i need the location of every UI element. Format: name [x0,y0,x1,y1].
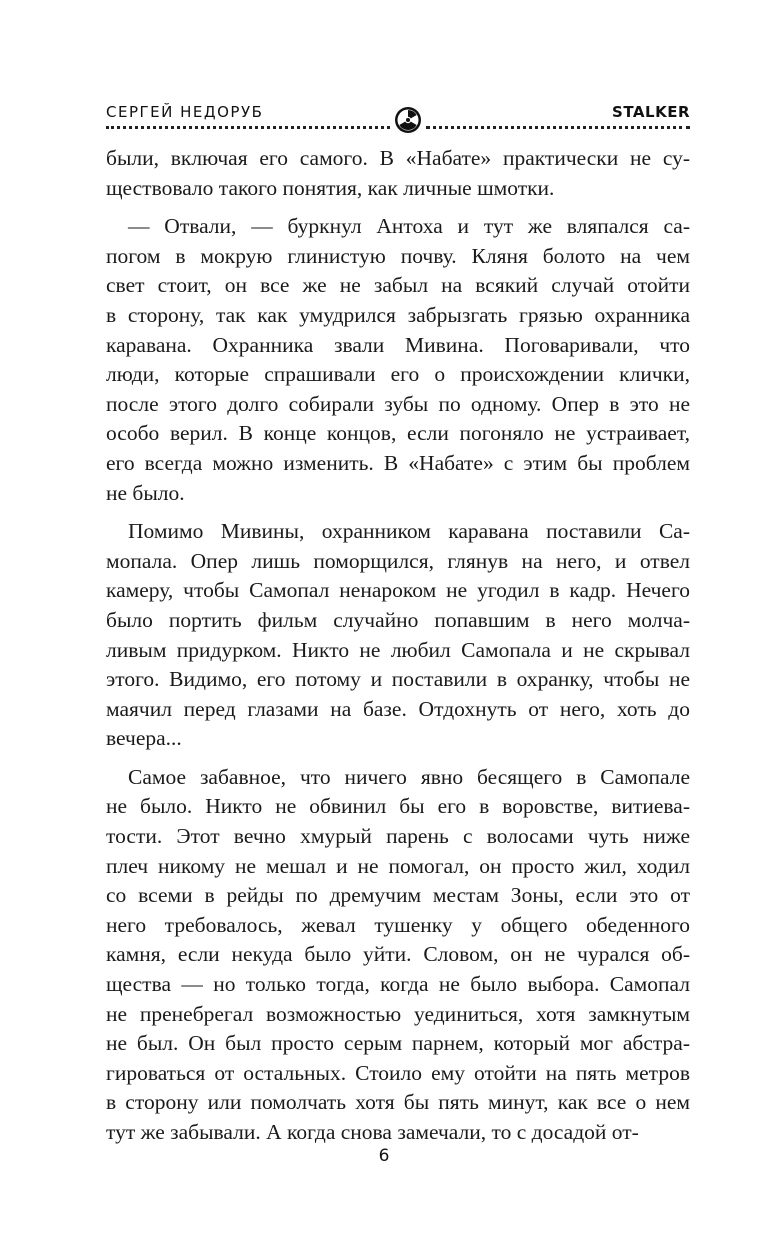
text-line: маячил перед глазами на базе. Отдохнуть от него, хоть до [106,696,690,721]
text-line: были, включая его самого. В «Набате» практически не су- [106,146,690,170]
header-dotted-rule-right [426,126,690,129]
radiation-icon [394,106,422,134]
text-line: мопала. Опер лишь поморщился, глянув на него, и отвел [106,548,690,573]
author-name: СЕРГЕЙ НЕДОРУБ [106,103,264,121]
text-line: люди, которые спрашивали его о происхождении клички, [106,362,690,387]
paragraph [106,144,690,203]
text-line: погом в мокрую глинистую почву. Кляня болото на чем [106,243,690,268]
text-line: не было. Никто не обвинил бы его в воровстве, витиева- [106,794,690,819]
paragraph [106,763,690,1148]
text-line: каравана. Охранника звали Мивина. Поговаривали, что [106,332,690,357]
paragraph [106,212,690,508]
text-line: ществовало такого понятия, как личные шмотки. [106,175,555,200]
text-line: тут же забывали. А когда снова замечали, то с досадой от- [106,1120,639,1144]
text-line: со всеми в рейды по дремучим местам Зоны, если это от [106,883,690,908]
body-text [106,144,690,1157]
text-line: Самое забавное, что ничего явно бесящего в Самопале [128,764,690,789]
text-line: плеч никому не мешал и не помогал, он просто жил, ходил [106,853,690,878]
text-line: его всегда можно изменить. В «Набате» с этим бы проблем [106,450,690,475]
series-title: STALKER [612,103,690,121]
text-line: не был. Он был просто серым парнем, который мог абстра- [106,1031,690,1056]
text-line: не пренебрегал возможностью уединиться, хотя замкнутым [106,1001,690,1026]
running-header [106,102,690,136]
text-line: тости. Этот вечно хмурый парень с волосами чуть ниже [106,824,690,849]
paragraph [106,517,690,754]
text-line: особо верил. В конце концов, если погоняло не устраивает, [106,421,690,446]
text-line: было портить фильм случайно попавшим в него молча- [106,607,690,632]
text-line: не было. [106,480,185,505]
text-line: после этого долго собирали зубы по одному. Опер в это не [106,391,690,416]
text-line: камеру, чтобы Самопал ненароком не угодил в кадр. Нечего [106,578,690,603]
text-line: свет стоит, он все же не забыл на всякий случай отойти [106,273,690,298]
text-line: него требовалось, жевал тушенку у общего обеденного [106,912,690,937]
header-dotted-rule-left [106,126,390,129]
text-line: ливым придурком. Никто не любил Самопала и не скрывал [106,637,690,662]
text-line: этого. Видимо, его потому и поставили в охранку, чтобы не [106,667,690,692]
page-number: 6 [378,1146,390,1166]
text-line: камня, если некуда было уйти. Словом, он не чурался об- [106,942,690,967]
text-line: Помимо Мивины, охранником каравана поставили Са- [128,519,690,544]
text-line: гироваться от остальных. Стоило ему отойти на пять метров [106,1060,690,1085]
text-line: в сторону, так как умудрился забрызгать грязью охранника [106,302,690,327]
text-line: в сторону или помолчать хотя бы пять минут, как все о нем [106,1090,690,1115]
text-line: — Отвали, — буркнул Антоха и тут же вляпался са- [128,214,690,239]
text-line: вечера... [106,726,182,751]
text-line: щества — но только тогда, когда не было выбора. Самопал [106,972,690,997]
